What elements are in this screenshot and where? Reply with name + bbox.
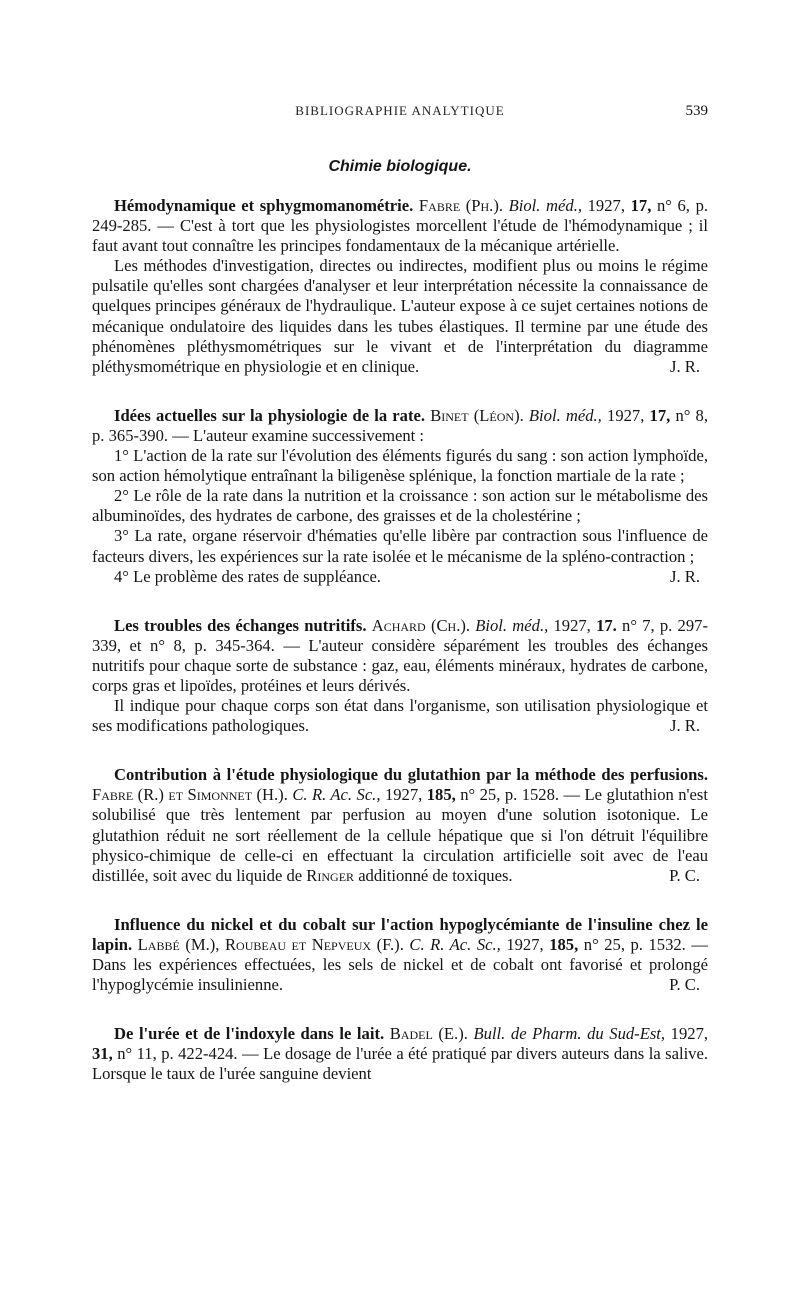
entry-signature: P. C. [669,975,700,995]
entry-abstract-end: additionné de toxiques. [358,865,513,885]
entry-author: Achard (Ch.). [371,615,471,635]
entry-title: Influence du nickel et du cobalt sur l'action hypoglycémiante de l'insuline chez le lapin. [92,914,708,954]
list-item: 3° La rate, organe réservoir d'hématies qu'elle libère par contraction sous l'influence de facteurs divers, les expériences sur la rate isolée et le mécanisme de la spléno-contraction ; [92,526,708,566]
entry-paragraph: Les méthodes d'investigation, directes ou indirectes, modifient plus ou moins le régime pulsatile qu'elles sont chargées d'analyser et leur interprétation nécessite la connaissance de quelques principes généraux de l'hydraulique. L'auteur expose à ce sujet certaines notions de mécanique ondulatoire des liquides dans les tubes élastiques. Il termine par une étude des phénomènes pléthysmométriques sur le vivant et de l'interprétation du diagramme pléthysmométrique en physiologie et en clinique. [92,256,708,376]
entry-abstract: n° 7, p. 297-339, et n° 8, p. 345-364. — L'auteur considère séparément les troubles des échanges nutritifs pour chaque sorte de substance : gaz, eau, éléments minéraux, hydrates de carbone, corps gras et lipoïdes, protéines et leurs dérivés. [92,615,708,695]
entry-paragraph [92,406,708,446]
bibliography-entry [92,196,708,377]
entry-year: 1927, [553,615,591,635]
bibliography-entry [92,1024,708,1084]
entry-paragraph [92,196,708,256]
section-title: Chimie biologique. [328,158,472,175]
entry-abstract: n° 25, p. 1528. — Le glutathion n'est solubilisé que très lentement par perfusion au moyen d'une solution isotonique. Le glutathion réduit ne sort réellement de la cellule hépatique que si l'on détruit l'équilibre physico-chimique de celle-ci en effectuant la circulation artificielle soit avec de l'eau distillée, soit avec du liquide de [92,785,708,885]
entry-volume: 17. [596,615,617,635]
bibliography-entry [92,616,708,737]
entry-abstract: n° 11, p. 422-424. — Le dosage de l'urée a été pratiqué par divers auteurs dans la salive. Lorsque le taux de l'urée sanguine devient [92,1044,708,1084]
entry-year: 1927, [506,934,544,954]
list-item: 1° L'action de la rate sur l'évolution des éléments figurés du sang : son action lymphoïde, son action hémolytique entraînant la biligenèse splénique, la fonction martiale de la rate ; [92,446,708,486]
entry-year: 1927, [384,785,423,805]
entry-author: Labbé (M.), Roubeau et Nepveux (F.). [137,934,404,954]
entry-title: Idées actuelles sur la physiologie de la rate. [114,405,426,425]
entry-signature: J. R. [670,566,700,586]
entry-volume: 185, [549,934,579,954]
running-head [92,103,708,125]
entry-journal: Bull. de Pharm. du Sud-Est, [473,1024,666,1044]
entry-author: Fabre (R.) et Simonnet (H.). [92,785,288,805]
entry-author: Fabre (Ph.). [418,196,504,215]
entry-journal: C. R. Ac. Sc., [409,934,501,954]
bibliography-entry [92,915,708,995]
entry-volume: 185, [426,785,456,805]
entry-journal: Biol. méd., [508,196,582,215]
entry-volume: 31, [92,1044,113,1064]
entry-journal: C. R. Ac. Sc., [292,785,381,805]
entry-title: De l'urée et de l'indoxyle dans le lait. [114,1024,385,1044]
entry-title: Hémodynamique et sphygmomanométrie. [114,196,414,215]
entry-volume: 17, [649,405,671,425]
list-item: 2° Le rôle de la rate dans la nutrition et la croissance : son action sur le métabolisme des albuminoïdes, des hydrates de carbone, des graisses et de la cholestérine ; [92,486,708,526]
bibliography-entry [92,765,708,886]
entry-title: Contribution à l'étude physiologique du glutathion par la méthode des perfusions. [114,765,708,785]
entry-signature: J. R. [670,716,700,736]
entry-signature: J. R. [670,356,700,376]
entry-paragraph: Il indique pour chaque corps son état dans l'organisme, son utilisation physiologique et ses modifications pathologiques. [92,696,708,736]
entry-paragraph [92,1024,708,1084]
entry-abstract: n° 25, p. 1532. — Dans les expériences effectuées, les sels de nickel et de cobalt ont favorisé et prolongé l'hypoglycémie insulinienne. [92,934,708,995]
entry-title: Les troubles des échanges nutritifs. [114,615,367,635]
list-item: 4° Le problème des rates de suppléance. [114,566,381,586]
ringer-name: Ringer [306,865,355,885]
entry-volume: 17, [630,196,652,215]
page-number: 539 [685,103,708,119]
running-title: BIBLIOGRAPHIE ANALYTIQUE [295,103,505,118]
entry-author: Badel (E.). [389,1024,468,1044]
entry-paragraph [92,616,708,696]
article-body [92,196,708,1113]
entry-abstract: n° 6, p. 249-285. — C'est à tort que les physiologistes morcellent l'étude de l'hémodynamique ; il faut avant tout connaître les principes fondamentaux de la mécanique artérielle. [92,196,709,256]
entry-author: Binet (Léon). [430,405,524,425]
entry-signature: P. C. [669,865,700,885]
entry-journal: Biol. méd., [528,405,602,425]
entry-year: 1927, [670,1024,709,1044]
entry-year: 1927, [587,196,625,215]
entry-abstract: n° 8, p. 365-390. — L'auteur examine successivement : [92,405,708,445]
entry-year: 1927, [607,405,645,425]
entry-journal: Biol. méd., [475,615,549,635]
bibliography-entry [92,406,708,587]
